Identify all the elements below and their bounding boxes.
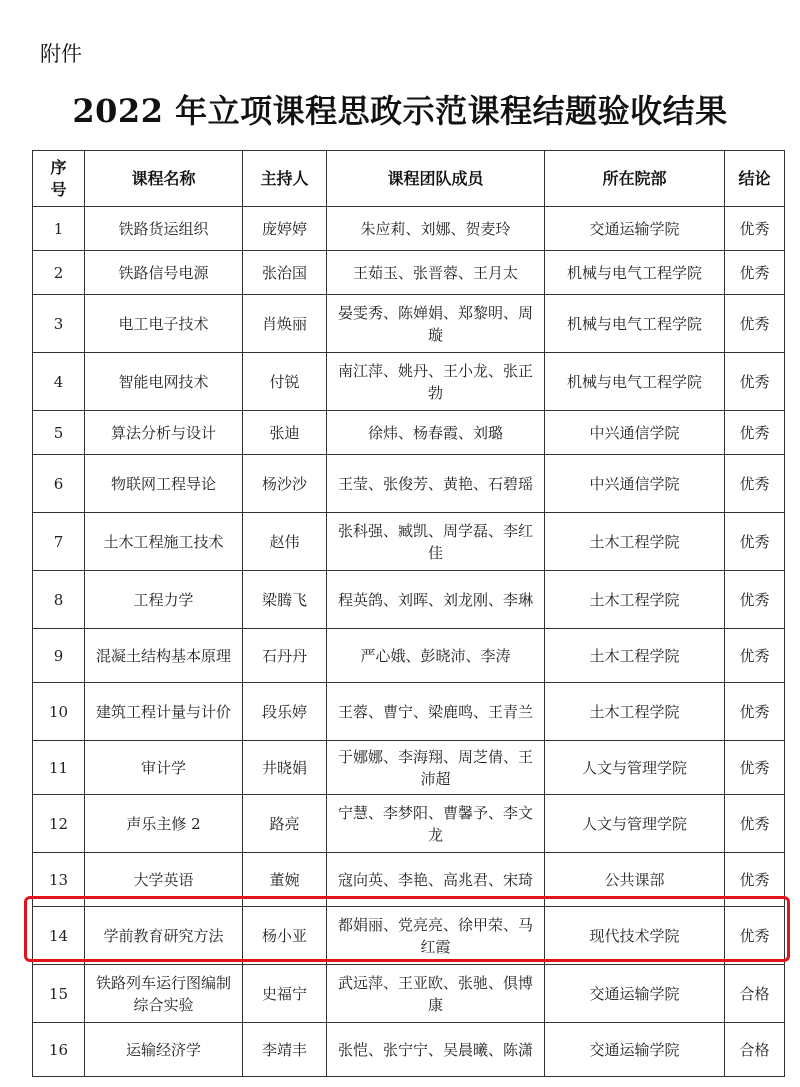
cell-team: 王莹、张俊芳、黄艳、石碧瑶 xyxy=(327,455,545,513)
cell-host: 井晓娟 xyxy=(243,741,327,795)
cell-course: 工程力学 xyxy=(85,571,243,629)
cell-course: 铁路货运组织 xyxy=(85,207,243,251)
cell-no: 8 xyxy=(33,571,85,629)
cell-no: 7 xyxy=(33,513,85,571)
table-row xyxy=(33,455,785,513)
table-row xyxy=(33,251,785,295)
cell-result: 优秀 xyxy=(725,741,785,795)
table-row xyxy=(33,795,785,853)
cell-course: 土木工程施工技术 xyxy=(85,513,243,571)
cell-no: 11 xyxy=(33,741,85,795)
cell-team: 都娟丽、党亮亮、徐甲荣、马红霞 xyxy=(327,907,545,965)
cell-dept: 交通运输学院 xyxy=(545,1023,725,1077)
cell-team: 徐炜、杨春霞、刘璐 xyxy=(327,411,545,455)
table-row xyxy=(33,353,785,411)
document-title: 2022 年立项课程思政示范课程结题验收结果 xyxy=(72,92,728,130)
table-row xyxy=(33,411,785,455)
cell-host: 赵伟 xyxy=(243,513,327,571)
cell-team: 南江萍、姚丹、王小龙、张正勃 xyxy=(327,353,545,411)
cell-no: 6 xyxy=(33,455,85,513)
cell-host: 李靖丰 xyxy=(243,1023,327,1077)
cell-result: 优秀 xyxy=(725,571,785,629)
cell-no: 4 xyxy=(33,353,85,411)
cell-dept: 人文与管理学院 xyxy=(545,741,725,795)
header-result: 结论 xyxy=(725,151,785,207)
cell-host: 史福宁 xyxy=(243,965,327,1023)
cell-no: 12 xyxy=(33,795,85,853)
cell-team: 程英鸽、刘晖、刘龙刚、李琳 xyxy=(327,571,545,629)
cell-team: 张恺、张宁宁、吴晨曦、陈潇 xyxy=(327,1023,545,1077)
cell-result: 优秀 xyxy=(725,207,785,251)
table-row xyxy=(33,741,785,795)
results-table xyxy=(32,150,785,1077)
cell-no: 10 xyxy=(33,683,85,741)
cell-course: 铁路信号电源 xyxy=(85,251,243,295)
cell-dept: 人文与管理学院 xyxy=(545,795,725,853)
table-row xyxy=(33,683,785,741)
cell-team: 严心娥、彭晓沛、李涛 xyxy=(327,629,545,683)
cell-host: 杨小亚 xyxy=(243,907,327,965)
cell-no: 13 xyxy=(33,853,85,907)
cell-host: 梁腾飞 xyxy=(243,571,327,629)
cell-host: 庞婷婷 xyxy=(243,207,327,251)
table-row xyxy=(33,295,785,353)
cell-dept: 现代技术学院 xyxy=(545,907,725,965)
cell-team: 于娜娜、李海翔、周芝倩、王沛超 xyxy=(327,741,545,795)
cell-result: 优秀 xyxy=(725,907,785,965)
header-team: 课程团队成员 xyxy=(327,151,545,207)
cell-dept: 中兴通信学院 xyxy=(545,411,725,455)
cell-host: 肖焕丽 xyxy=(243,295,327,353)
cell-no: 3 xyxy=(33,295,85,353)
table-row xyxy=(33,513,785,571)
cell-result: 优秀 xyxy=(725,295,785,353)
cell-no: 14 xyxy=(33,907,85,965)
cell-course: 审计学 xyxy=(85,741,243,795)
cell-dept: 机械与电气工程学院 xyxy=(545,251,725,295)
cell-dept: 土木工程学院 xyxy=(545,513,725,571)
cell-host: 张治国 xyxy=(243,251,327,295)
cell-result: 优秀 xyxy=(725,683,785,741)
cell-dept: 土木工程学院 xyxy=(545,629,725,683)
header-dept: 所在院部 xyxy=(545,151,725,207)
cell-host: 杨沙沙 xyxy=(243,455,327,513)
cell-no: 1 xyxy=(33,207,85,251)
cell-course: 物联网工程导论 xyxy=(85,455,243,513)
cell-result: 优秀 xyxy=(725,411,785,455)
cell-result: 合格 xyxy=(725,965,785,1023)
cell-no: 5 xyxy=(33,411,85,455)
cell-team: 王茹玉、张晋蓉、王月太 xyxy=(327,251,545,295)
cell-host: 付锐 xyxy=(243,353,327,411)
cell-host: 张迪 xyxy=(243,411,327,455)
cell-host: 路亮 xyxy=(243,795,327,853)
cell-team: 朱应莉、刘娜、贺麦玲 xyxy=(327,207,545,251)
cell-result: 优秀 xyxy=(725,455,785,513)
cell-result: 优秀 xyxy=(725,513,785,571)
cell-team: 晏雯秀、陈婵娟、郑黎明、周璇 xyxy=(327,295,545,353)
cell-host: 董婉 xyxy=(243,853,327,907)
cell-result: 优秀 xyxy=(725,853,785,907)
table-row xyxy=(33,1023,785,1077)
cell-course: 运输经济学 xyxy=(85,1023,243,1077)
cell-team: 寇向英、李艳、高兆君、宋琦 xyxy=(327,853,545,907)
cell-dept: 公共课部 xyxy=(545,853,725,907)
cell-course: 混凝土结构基本原理 xyxy=(85,629,243,683)
attachment-label: 附件 xyxy=(40,42,82,66)
table-header-row xyxy=(33,151,785,207)
table-row xyxy=(33,907,785,965)
cell-dept: 中兴通信学院 xyxy=(545,455,725,513)
cell-no: 15 xyxy=(33,965,85,1023)
cell-team: 王蓉、曹宁、梁鹿鸣、王青兰 xyxy=(327,683,545,741)
cell-course: 算法分析与设计 xyxy=(85,411,243,455)
cell-result: 优秀 xyxy=(725,795,785,853)
table-row xyxy=(33,965,785,1023)
table-row xyxy=(33,207,785,251)
cell-result: 合格 xyxy=(725,1023,785,1077)
cell-dept: 机械与电气工程学院 xyxy=(545,353,725,411)
cell-no: 16 xyxy=(33,1023,85,1077)
header-host: 主持人 xyxy=(243,151,327,207)
cell-host: 段乐婷 xyxy=(243,683,327,741)
header-no: 序号 xyxy=(33,151,85,207)
cell-course: 铁路列车运行图编制综合实验 xyxy=(85,965,243,1023)
cell-dept: 交通运输学院 xyxy=(545,965,725,1023)
cell-course: 建筑工程计量与计价 xyxy=(85,683,243,741)
cell-dept: 机械与电气工程学院 xyxy=(545,295,725,353)
cell-team: 张科强、臧凯、周学磊、李红佳 xyxy=(327,513,545,571)
cell-team: 宁慧、李梦阳、曹馨予、李文龙 xyxy=(327,795,545,853)
cell-course: 声乐主修 2 xyxy=(85,795,243,853)
cell-result: 优秀 xyxy=(725,353,785,411)
cell-course: 学前教育研究方法 xyxy=(85,907,243,965)
cell-dept: 土木工程学院 xyxy=(545,683,725,741)
table-row xyxy=(33,571,785,629)
cell-host: 石丹丹 xyxy=(243,629,327,683)
cell-result: 优秀 xyxy=(725,251,785,295)
cell-result: 优秀 xyxy=(725,629,785,683)
cell-team: 武远萍、王亚欧、张驰、俱博康 xyxy=(327,965,545,1023)
cell-dept: 土木工程学院 xyxy=(545,571,725,629)
cell-no: 9 xyxy=(33,629,85,683)
cell-course: 智能电网技术 xyxy=(85,353,243,411)
table-row xyxy=(33,629,785,683)
cell-course: 大学英语 xyxy=(85,853,243,907)
table-row xyxy=(33,853,785,907)
header-course: 课程名称 xyxy=(85,151,243,207)
cell-dept: 交通运输学院 xyxy=(545,207,725,251)
cell-no: 2 xyxy=(33,251,85,295)
cell-course: 电工电子技术 xyxy=(85,295,243,353)
